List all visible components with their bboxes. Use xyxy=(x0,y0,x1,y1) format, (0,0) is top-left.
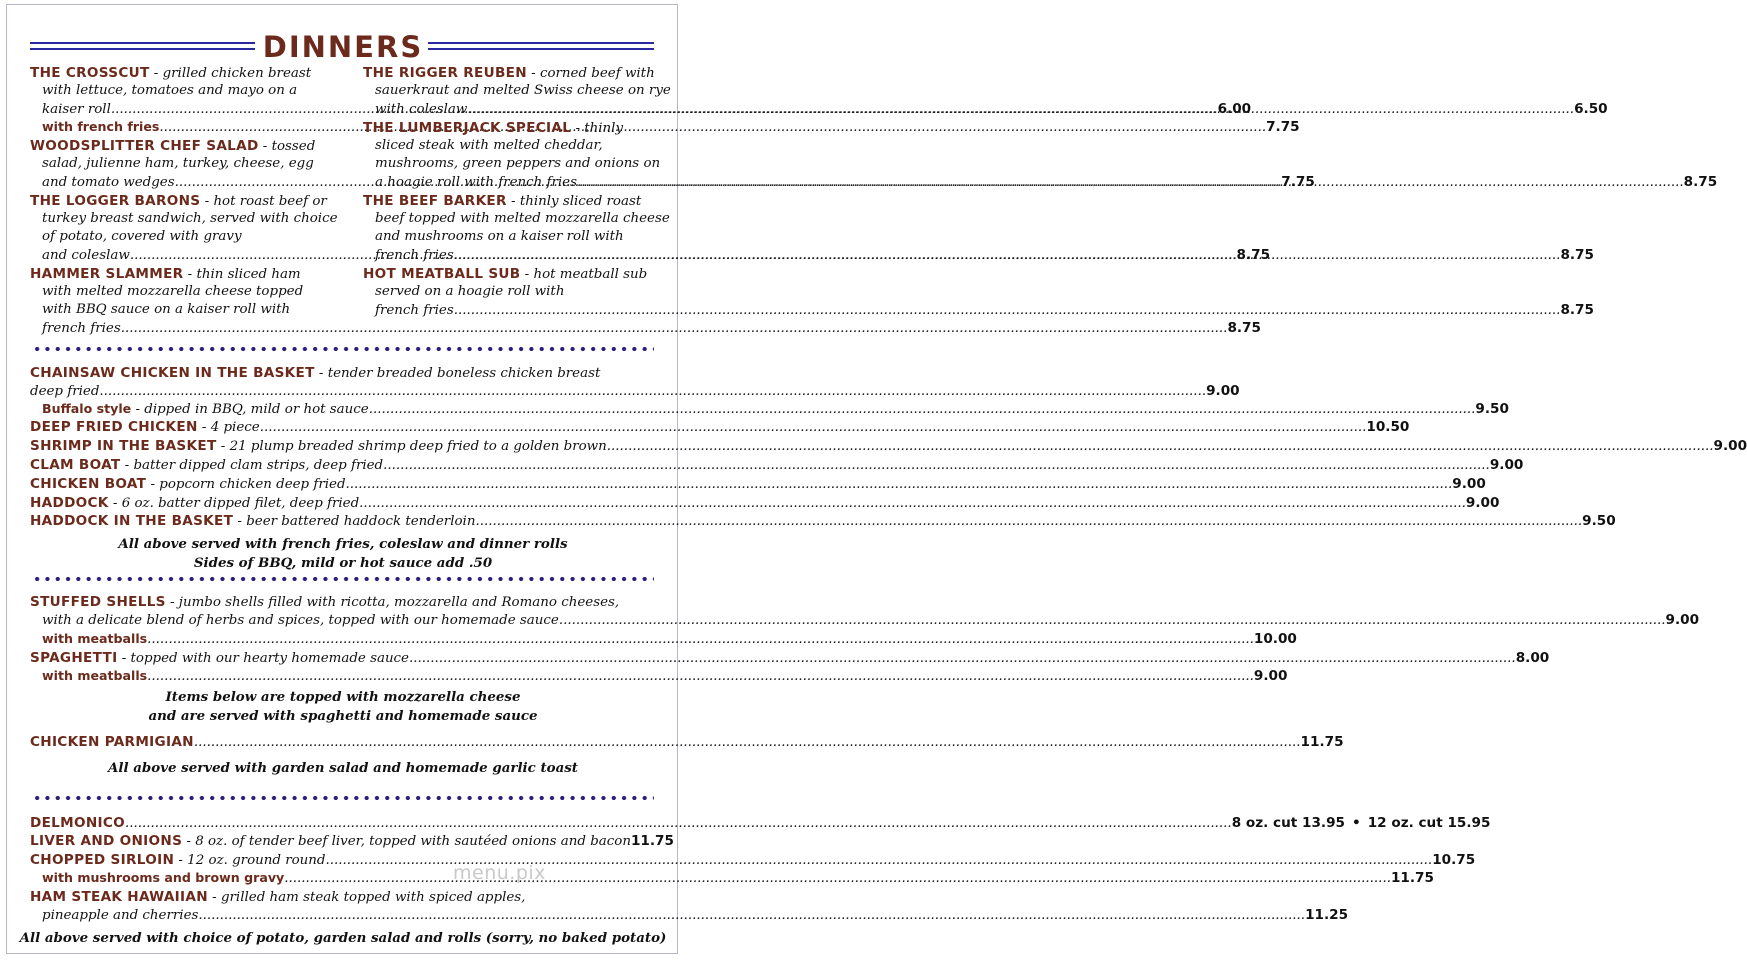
item-name: HADDOCK IN THE BASKET xyxy=(30,513,234,529)
item-name: with meatballs xyxy=(42,668,148,683)
basket-note: All above served with french fries, coleslaw and dinner rolls xyxy=(118,536,568,552)
item-name: HAMMER SLAMMER xyxy=(30,266,184,282)
menu-item-chicken-boat: CHICKEN BOAT - popcorn chicken deep fried ..... 9.00 xyxy=(30,475,656,494)
item-desc-line: and mushrooms on a kaiser roll with xyxy=(375,229,624,244)
variant-name: with french fries xyxy=(42,119,160,134)
item-price: 9.00 xyxy=(1489,457,1524,473)
item-price-line xyxy=(30,382,1240,401)
item-name: THE BEEF BARKER xyxy=(363,193,507,209)
right-title-rule xyxy=(428,42,654,50)
watermark: menu.pix xyxy=(453,862,546,884)
page-title: DINNERS xyxy=(262,30,424,64)
item-desc: 21 plump breaded shrimp deep fried to a golden brown xyxy=(229,439,607,454)
item-name: CHICKEN BOAT xyxy=(30,476,147,492)
item-desc: and tomato wedges xyxy=(42,175,175,190)
bullet-separator: • xyxy=(1352,815,1361,831)
item-price: 9.00 xyxy=(1253,668,1288,684)
item-name: WOODSPLITTER CHEF SALAD xyxy=(30,138,259,154)
item-price: 7.75 xyxy=(1281,174,1315,190)
menu-item-stuffed-shells: STUFFED SHELLS - jumbo shells filled with ricotta, mozzarella and Romano cheeses, xyxy=(30,594,620,610)
item-desc: batter dipped clam strips, deep fried xyxy=(133,458,384,473)
item-price: 10.50 xyxy=(1366,419,1410,435)
item-desc: and coleslaw xyxy=(42,248,130,263)
item-desc: 6 oz. batter dipped filet, deep fried xyxy=(121,496,360,511)
item-desc: 4 piece xyxy=(210,420,260,435)
menu-item-spaghetti-meatballs xyxy=(42,667,1288,686)
item-desc-line: turkey breast sandwich, served with choice xyxy=(42,211,338,226)
item-price: 9.00 xyxy=(1452,476,1486,492)
item-name: LIVER AND ONIONS xyxy=(30,833,183,849)
item-desc: corned beef with xyxy=(539,66,655,81)
item-name: THE RIGGER REUBEN xyxy=(363,65,527,81)
menu-item-delmonico xyxy=(30,814,1491,833)
item-desc: deep fried xyxy=(30,384,100,399)
item-desc: beer battered haddock tenderloin xyxy=(246,514,476,529)
menu-item-chopped-sirloin: CHOPPED SIRLOIN - 12 oz. ground round ..... 10.75 xyxy=(30,851,656,870)
dotted-divider xyxy=(32,576,654,582)
item-desc: popcorn chicken deep fried xyxy=(159,477,346,492)
item-desc: with coleslaw xyxy=(375,102,468,117)
item-price: 11.75 xyxy=(630,833,674,849)
item-price: 11.75 xyxy=(1300,734,1344,750)
menu-item-spaghetti: SPAGHETTI - topped with our hearty homemade sauce ..... 8.00 xyxy=(30,649,656,668)
item-name: DELMONICO xyxy=(30,815,125,831)
item-price: 8.00 xyxy=(1515,650,1550,666)
item-name: THE CROSSCUT xyxy=(30,65,150,81)
item-desc: with a delicate blend of herbs and spices, topped with our homemade sauce xyxy=(42,613,559,628)
item-desc: thinly sliced roast xyxy=(519,194,642,209)
menu-header xyxy=(0,30,686,64)
item-desc: grilled ham steak topped with spiced apples, xyxy=(220,890,526,905)
item-price: 9.00 xyxy=(1465,495,1500,511)
item-price: 8.75 xyxy=(1560,302,1594,318)
dotted-divider xyxy=(32,795,654,801)
menu-item-rigger-reuben: THE RIGGER REUBEN - corned beef with xyxy=(363,65,655,81)
menu-item-liver-onions: LIVER AND ONIONS - 8 oz. of tender beef liver, topped with sautéed onions and bacon 11.75 xyxy=(30,832,656,851)
item-desc: tossed xyxy=(271,139,316,154)
item-name: Buffalo style xyxy=(42,401,132,416)
item-name: CHAINSAW CHICKEN IN THE BASKET xyxy=(30,365,315,381)
item-desc-line: mushrooms, green peppers and onions on xyxy=(375,156,661,171)
item-price: 10.75 xyxy=(1432,852,1476,868)
item-desc-line: beef topped with melted mozzarella cheese xyxy=(375,211,670,226)
menu-item-logger-barons: THE LOGGER BARONS - hot roast beef or xyxy=(30,193,327,209)
item-desc-line: sliced steak with melted cheddar, xyxy=(375,138,603,153)
item-desc: grilled chicken breast xyxy=(162,66,312,81)
item-desc-line: with lettuce, tomatoes and mayo on a xyxy=(42,83,298,98)
item-name: HOT MEATBALL SUB xyxy=(363,266,521,282)
item-price: 9.50 xyxy=(1582,513,1616,529)
item-desc: french fries xyxy=(42,321,121,336)
item-price-line xyxy=(375,301,1594,320)
item-name: DEEP FRIED CHICKEN xyxy=(30,419,198,435)
menu-item-woodsplitter: WOODSPLITTER CHEF SALAD - tossed xyxy=(30,138,316,154)
item-name: HADDOCK xyxy=(30,495,109,511)
item-desc-line: salad, julienne ham, turkey, cheese, egg xyxy=(42,156,314,171)
item-name: STUFFED SHELLS xyxy=(30,594,166,610)
item-price: 8.75 xyxy=(1227,320,1261,336)
item-price-line xyxy=(42,906,1349,925)
menu-item-clam-boat: CLAM BOAT - batter dipped clam strips, deep fried ..... 9.00 xyxy=(30,456,656,475)
cut-8oz: 8 oz. cut 13.95 xyxy=(1231,815,1345,831)
item-desc-line: sauerkraut and melted Swiss cheese on rye xyxy=(375,83,671,98)
cut-12oz: 12 oz. cut 15.95 xyxy=(1367,815,1491,831)
item-price: 8.75 xyxy=(1236,247,1271,263)
item-desc: jumbo shells filled with ricotta, mozzarella and Romano cheeses, xyxy=(178,595,620,610)
menu-item-deep-fried-chicken: DEEP FRIED CHICKEN - 4 piece ..... 10.50 xyxy=(30,418,656,437)
menu-item-buffalo-style: Buffalo style - dipped in BBQ, mild or hot sauce ..... 9.50 xyxy=(42,400,656,419)
item-name: CHICKEN PARMIGIAN xyxy=(30,734,194,750)
item-price-line xyxy=(42,319,1261,338)
menu-item-sirloin-mushrooms xyxy=(42,869,1434,888)
item-desc-line: with BBQ sauce on a kaiser roll with xyxy=(42,302,291,317)
mozzarella-note: Items below are topped with mozzarella cheese xyxy=(165,689,521,705)
item-name: CHOPPED SIRLOIN xyxy=(30,852,175,868)
variant-price: 7.75 xyxy=(1266,119,1300,135)
menu-item-hammer-slammer: HAMMER SLAMMER - thin sliced ham xyxy=(30,266,301,282)
item-price: 10.00 xyxy=(1253,631,1297,647)
menu-item-haddock: HADDOCK - 6 oz. batter dipped filet, deep fried ..... 9.00 xyxy=(30,494,656,513)
menu-item-hot-meatball-sub: HOT MEATBALL SUB - hot meatball sub xyxy=(363,266,648,282)
item-desc: thinly xyxy=(584,121,624,136)
dotted-divider xyxy=(32,346,654,352)
steak-note: All above served with choice of potato, garden salad and rolls (sorry, no baked potato) xyxy=(19,930,667,946)
item-price: 9.00 xyxy=(1713,438,1747,454)
item-name: SHRIMP IN THE BASKET xyxy=(30,438,217,454)
item-desc: thin sliced ham xyxy=(196,267,301,282)
item-desc-line: with melted mozzarella cheese topped xyxy=(42,284,304,299)
item-desc: hot roast beef or xyxy=(213,194,327,209)
item-name: SPAGHETTI xyxy=(30,650,118,666)
menu-item-shells-meatballs xyxy=(42,630,1297,649)
menu-item-crosscut: THE CROSSCUT - grilled chicken breast xyxy=(30,65,312,81)
item-desc: 12 oz. ground round xyxy=(187,853,326,868)
item-name: CLAM BOAT xyxy=(30,457,121,473)
item-price: 6.50 xyxy=(1574,101,1608,117)
item-price: 9.50 xyxy=(1475,401,1509,417)
item-price: 9.00 xyxy=(1206,383,1240,399)
menu-item-ham-steak: HAM STEAK HAWAIIAN - grilled ham steak topped with spiced apples, xyxy=(30,889,526,905)
item-desc: pineapple and cherries xyxy=(42,908,199,923)
item-price: 11.75 xyxy=(1390,870,1434,886)
menu-item-chainsaw-chicken: CHAINSAW CHICKEN IN THE BASKET - tender breaded boneless chicken breast xyxy=(30,365,601,381)
item-price-line xyxy=(42,611,1700,630)
item-desc: hot meatball sub xyxy=(533,267,648,282)
item-desc: topped with our hearty homemade sauce xyxy=(130,651,409,666)
menu-item-chicken-parmigian xyxy=(30,733,1344,752)
menu-item-shrimp-basket: SHRIMP IN THE BASKET - 21 plump breaded shrimp deep fried to a golden brown ..... 9.00 xyxy=(30,437,656,456)
sauce-note: Sides of BBQ, mild or hot sauce add .50 xyxy=(193,555,493,571)
item-name: with mushrooms and brown gravy xyxy=(42,870,285,885)
item-desc: french fries xyxy=(375,303,454,318)
item-desc: 8 oz. of tender beef liver, topped with sautéed onions and bacon xyxy=(195,834,631,849)
item-desc: french fries xyxy=(375,248,454,263)
item-name: with meatballs xyxy=(42,631,148,646)
item-price-line xyxy=(375,246,1594,265)
item-price: 6.00 xyxy=(1217,101,1252,117)
item-price: 9.00 xyxy=(1665,612,1700,628)
item-name: HAM STEAK HAWAIIAN xyxy=(30,889,208,905)
item-desc-line: served on a hoagie roll with xyxy=(375,284,565,299)
item-desc: dipped in BBQ, mild or hot sauce xyxy=(144,402,369,417)
item-desc-line: of potato, covered with gravy xyxy=(42,229,242,244)
item-price: 11.25 xyxy=(1305,907,1349,923)
menu-item-haddock-basket: HADDOCK IN THE BASKET - beer battered haddock tenderloin ..... 9.50 xyxy=(30,512,656,531)
item-price: 8.75 xyxy=(1560,247,1594,263)
item-price: 8.75 xyxy=(1683,174,1718,190)
menu-item-beef-barker: THE BEEF BARKER - thinly sliced roast xyxy=(363,193,642,209)
menu-item-lumberjack-special: THE LUMBERJACK SPECIAL - thinly xyxy=(363,120,624,136)
item-desc: tender breaded boneless chicken breast xyxy=(327,366,601,381)
item-name: THE LOGGER BARONS xyxy=(30,193,201,209)
item-name: THE LUMBERJACK SPECIAL xyxy=(363,120,572,136)
spaghetti-note: and are served with spaghetti and homemade sauce xyxy=(148,708,538,724)
garlic-toast-note: All above served with garden salad and homemade garlic toast xyxy=(108,760,578,776)
item-desc: kaiser roll xyxy=(42,102,111,117)
item-desc: a hoagie roll with french fries xyxy=(375,175,577,190)
